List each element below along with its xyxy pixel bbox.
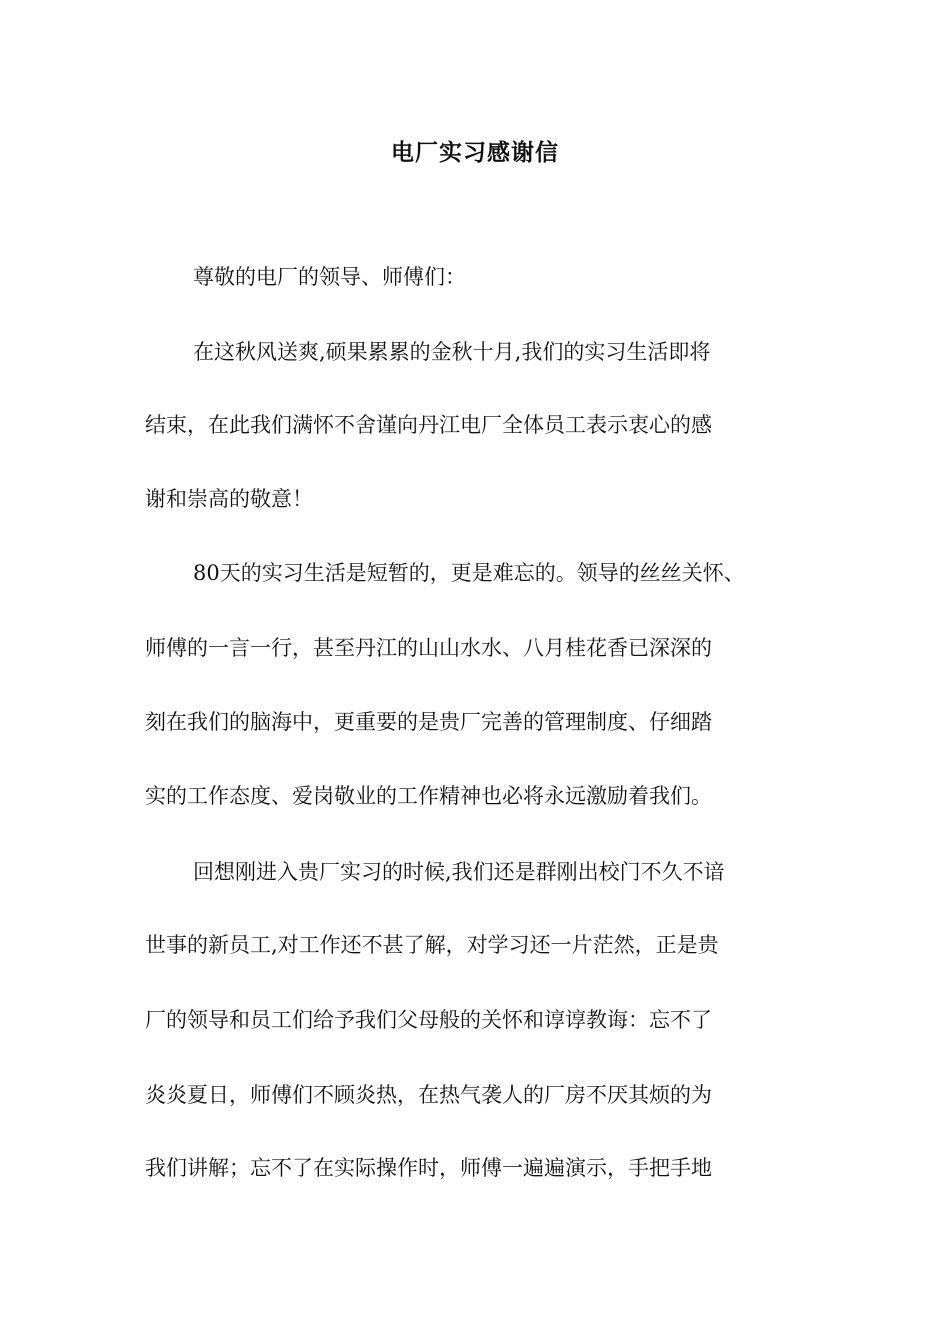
body-line: 刻在我们的脑海中，更重要的是贵厂完善的管理制度、仔细踏 [145,710,712,734]
body-line: 80天的实习生活是短暂的，更是难忘的。领导的丝丝关怀、 [193,561,745,585]
salutation-line: 尊敬的电厂的领导、师傅们： [193,265,466,289]
body-line: 师傅的一言一行，甚至丹江的山山水水、八月桂花香已深深的 [145,636,712,660]
body-line: 炎炎夏日，师傅们不顾炎热，在热气袭人的厂房不厌其烦的为 [145,1083,712,1107]
document-title: 电厂实习感谢信 [391,140,559,166]
body-line: 在这秋风送爽,硕果累累的金秋十月,我们的实习生活即将 [193,340,711,364]
body-line: 世事的新员工,对工作还不甚了解，对学习还一片茫然，正是贵 [145,933,719,957]
body-line: 回想刚进入贵厂实习的时候,我们还是群刚出校门不久不谙 [193,860,725,884]
body-line: 厂的领导和员工们给予我们父母般的关怀和谆谆教诲：忘不了 [145,1008,712,1032]
body-line: 谢和崇高的敬意！ [145,487,313,511]
body-line: 我们讲解；忘不了在实际操作时，师傅一遍遍演示，手把手地 [145,1156,712,1180]
body-line: 实的工作态度、爱岗敬业的工作精神也必将永远激励着我们。 [145,784,712,808]
body-line: 结束，在此我们满怀不舍谨向丹江电厂全体员工表示衷心的感 [145,413,712,437]
